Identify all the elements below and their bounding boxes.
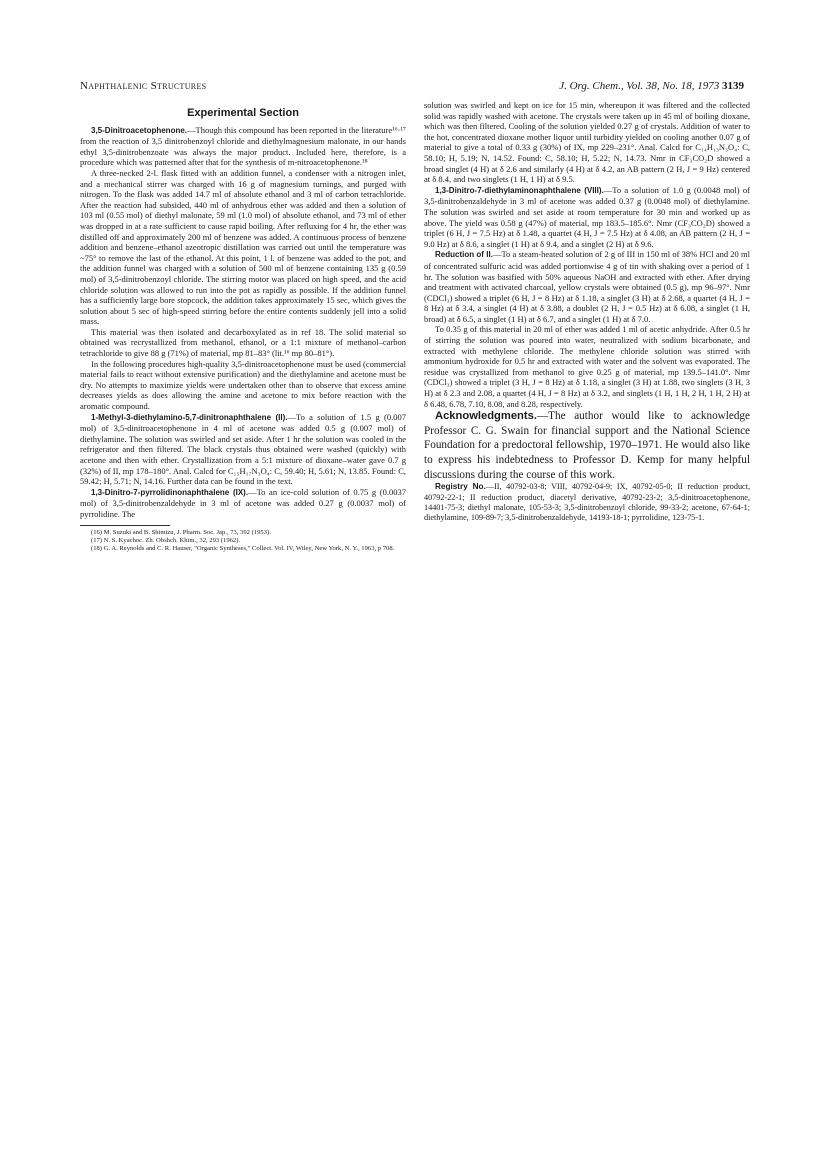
footnote-divider: [80, 525, 170, 526]
compound-label: (IX).: [229, 487, 249, 497]
paragraph-general-notes: In the following procedures high-quality 3,5-dinitroacetophenone must be used (commercial material fails to react without extensive purification) and the diethylamine and acetone must be dry. No attempts to maximize yields were undertaken other than to observe that excess amine decreases yields as does allowing the amine and acetone to mix before reaction with the aromatic compound.: [80, 358, 406, 412]
paragraph-acetylation: To 0.35 g of this material in 20 ml of ether was added 1 ml of acetic anhydride. After 0.5 hr of stirring the solution was poured into water, neutralized with sodium bicarbonate, and extracted with methylene chloride. The methylene chloride solution was stirred with ammonium hydroxide for 0.5 hr and extracted with water and the solvent was evaporated. The residue was crystallized from methanol to give 0.25 g of material, mp 139.5–141.0°. Nmr (CDCl₃) showed a triplet (3 H, J = 8 Hz) at δ 1.18, a singlet (3 H) at 1.88, two singlets (3 H, 3 H) at δ 2.3 and 2.08, a quartet (4 H, J = 8 Hz) at δ 3.2, and singlets (1 H, 1 H, 2 H, 1 H, 2 H) at δ 6.48, 6.78, 7.10, 8.08, and 8.28, respectively.: [424, 324, 750, 409]
acknowledgments-text: —The author would like to acknowledge Professor C. G. Swain for financial support and the National Science Foundation for a predoctoral fellowship, 1970–1971. He would also like to express his indebtedness to Professor D. Kemp for many helpful discussions during the course of this work.: [424, 410, 750, 481]
page-number: 3139: [722, 80, 744, 92]
compound-title: 1,3-Dinitro-7-diethylaminonaphthalene: [435, 185, 581, 195]
registry-numbers: [424, 482, 750, 524]
right-column: [424, 100, 750, 524]
journal-name: J. Org. Chem., Vol. 38, No. 18, 1973: [559, 80, 720, 92]
paragraph-text: —Though this compound has been reported in the literature¹⁶·¹⁷ from the reaction of 3,5 dinitrobenzoyl chloride and diethylmagnesium malonate, in our hands ethyl 3,5-dinitrobenzoate was always the major product. Included here, therefore, is a procedure which was patterned after that for the synthesis of m-nitroacetophenone.¹⁸: [80, 124, 406, 168]
paragraph-text: —To a solution of 1.0 g (0.0048 mol) of 3,5-dinitrobenzaldehyde in 3 ml of acetone was added 0.37 g (0.0048 mol) of diethylamine. The solution was swirled and set aside at room temperature for 30 min and worked up as above. The yield was 0.58 g (47%) of material, mp 183.5–185.6°. Nmr (CF₃CO₂D) showed a triplet (6 H, J = 7.5 Hz) at δ 1.48, a quartet (4 H, J = 7.5 Hz) at δ 4.08, an AB pattern (2 H, J = 9.0 Hz) at δ 8.6, a singlet (1 H) at δ 9.4, and a singlet (2 H) at δ 9.6.: [424, 184, 751, 249]
left-column: [80, 100, 406, 554]
running-title: Naphthalenic Structures: [80, 80, 207, 92]
paragraph-text: —To an ice-cold solution of 0.75 g (0.0037 mol) of 3,5-dinitrobenzaldehyde in 3 ml of acetone was added 0.27 g (0.0037 mol) of pyrrolidine. The: [80, 486, 406, 519]
running-head: [80, 80, 744, 92]
compound-title: 1-Methyl-3-diethylamino-5,7-dinitronaphthalene: [91, 412, 272, 422]
paragraph-text: —To a steam-heated solution of 2 g of III in 150 ml of 38% HCl and 20 ml of concentrated sulfuric acid was added portionwise 4 g of tin with shaking over a period of 1 hr. The solution was basified with 50% aqueous NaOH and extracted with ether. After drying and treatment with activated charcoal, yellow crystals were obtained (0.5 g), mp 96–97°. Nmr (CDCl₃) showed a triplet (6 H, J = 8 Hz) at δ 1.18, a singlet (3 H) at δ 2.68, a quartet (4 H, J = 8 Hz) at δ 3.4, a singlet (4 H) at δ 3.88, a doublet (2 H, J = 0.5 Hz) at δ 6.08, a singlet (1 H, broad) at δ 6.5, a singlet (1 H) at δ 6.7, and a singlet (1 H) at δ 7.0.: [424, 249, 750, 324]
paragraph-compound-viii: [424, 185, 750, 250]
paragraph-procedure: A three-necked 2-l. flask fitted with an addition funnel, a condenser with a nitrogen inlet, and a mechanical stirrer was charged with 16 g of magnesium turnings, and purged with nitrogen. To the flask was added 14.7 ml of absolute ethanol and 3 ml of carbon tetrachloride. After the reaction had subsided, 440 ml of anhydrous ether was added and then a solution of 103 ml (0.55 mol) of diethyl malonate, 59 ml (1.0 mol) of absolute ethanol, and 73 ml of ether was dropped in at a rate sufficient to cause rapid boiling. After refluxing for 4 hr, the ether was distilled off and approximately 200 ml of benzene was added. A continuous process of benzene addition and benzene–ethanol azeotropic distillation was carried out until the temperature was ~75° to remove the last of the ethanol. At this point, 1 l. of benzene was added to the pot, and the addition funnel was charged with a solution of 500 ml of benzene containing 135 g (0.59 mol) of 3,5-dinitrobenzoyl chloride. The stirring motor was placed on high speed, and the acid chloride solution was allowed to run into the pot as rapidly as possible. If the addition funnel has a sufficiently large bore stopcock, the addition takes approximately 15 sec, which gives the solution about 5 sec of high-speed stirring before the entire contents suddenly jell into a solid mass.: [80, 167, 406, 327]
compound-label: (II).: [271, 412, 288, 422]
compound-title: 1,3-Dinitro-7-pyrrolidinonaphthalene: [91, 487, 230, 497]
journal-citation: [559, 80, 744, 92]
footnote: (16) M. Suzuki and B. Shimizu, J. Pharm. Soc. Jap., 73, 392 (1953).: [91, 528, 271, 536]
compound-title: 3,5-Dinitroacetophenone.: [91, 125, 188, 135]
compound-label: (VIII).: [580, 185, 604, 195]
compound-title: Reduction of II.: [435, 250, 493, 260]
footnote: (17) N. S. Kyachoc. Zh. Obshch. Khim., 32, 293 (1962).: [91, 536, 241, 544]
registry-text: —II, 40792-03-8; VIII, 40792-04-9; IX, 40792-05-0; II reduction product, 40792-22-1; II reduction product, diacetyl derivative, 40792-23-2; 3,5-dinitroacetophenone, 14401-75-3; diethyl malonate, 105-53-3; 3,5-dinitrobenzoyl chloride, 99-33-2; acetone, 67-64-1; diethylamine, 109-89-7; 3,5-dinitrobenzaldehyde, 14193-18-1; pyrrolidine, 123-75-1.: [424, 482, 750, 523]
footnote: (18) G. A. Reynolds and C. R. Hauser, "Organic Syntheses," Collect. Vol. IV, Wiley, New York, N. Y., 1963, p 708.: [91, 545, 395, 553]
paragraph-compound-ii: [80, 412, 406, 487]
paragraph-text: —To a solution of 1.5 g (0.007 mol) of 3,5-dinitroacetophenone in 4 ml of acetone was added 0.5 g (0.007 mol) of diethylamine. The solution was swirled and set aside. After 1 hr the solution was cooled in the refrigerator and then filtered. The black crystals thus obtained were washed (quickly) with acetone and then with ether. Crystallization from a 5:1 mixture of dioxane–water gave 0.7 g (32%) of II, mp 178–180°. Anal. Calcd for C₁₅H₁₇N₃O₄: C, 59.40; H, 5.61; N, 13.85. Found: C, 59.42; H, 5.71; N, 14.16. Further data can be found in the text.: [80, 411, 406, 487]
paragraph-compound-ix: [80, 487, 406, 520]
paragraph-dinitroacetophenone: [80, 125, 406, 168]
paragraph-reduction: [424, 249, 750, 324]
registry-title: Registry No.: [435, 482, 486, 492]
section-heading: Experimental Section: [187, 107, 299, 119]
acknowledgments: [424, 409, 750, 482]
paragraph-isolation: This material was then isolated and decarboxylated as in ref 18. The solid material so obtained was recrystallized from methanol, ethanol, or a 1:1 mixture of methanol–carbon tetrachloride to give 88 g (71%) of material, mp 81–83° (lit.¹⁶ mp 80–81°).: [80, 326, 406, 359]
paragraph-continuation: solution was swirled and kept on ice for 15 min, whereupon it was filtered and the collected solid was rapidly washed with acetone. The crystals were taken up in 45 ml of boiling dioxane, which was then filtered. Cooling of the solution yielded 0.27 g of crystals. Addition of water to the hot, concentrated dioxane mother liquor until turbidity yielded on cooling another 0.07 g of material to give a total of 0.33 g (30%) of IX, mp 229–231°. Anal. Calcd for C₁₄H₁₃N₃O₄: C, 58.10; H, 5.19; N, 14.52. Found: C, 58.10; H, 5.22; N, 14.73. Nmr in CF₃CO₂D showed a broad singlet (4 H) at δ 2.6 and similarly (4 H) at δ 4.2, an AB pattern (2 H, J = 9 Hz) centered at δ 8.4, and two singlets (1 H, 1 H) at δ 9.5.: [424, 100, 750, 185]
acknowledgments-title: Acknowledgments.: [435, 410, 537, 423]
